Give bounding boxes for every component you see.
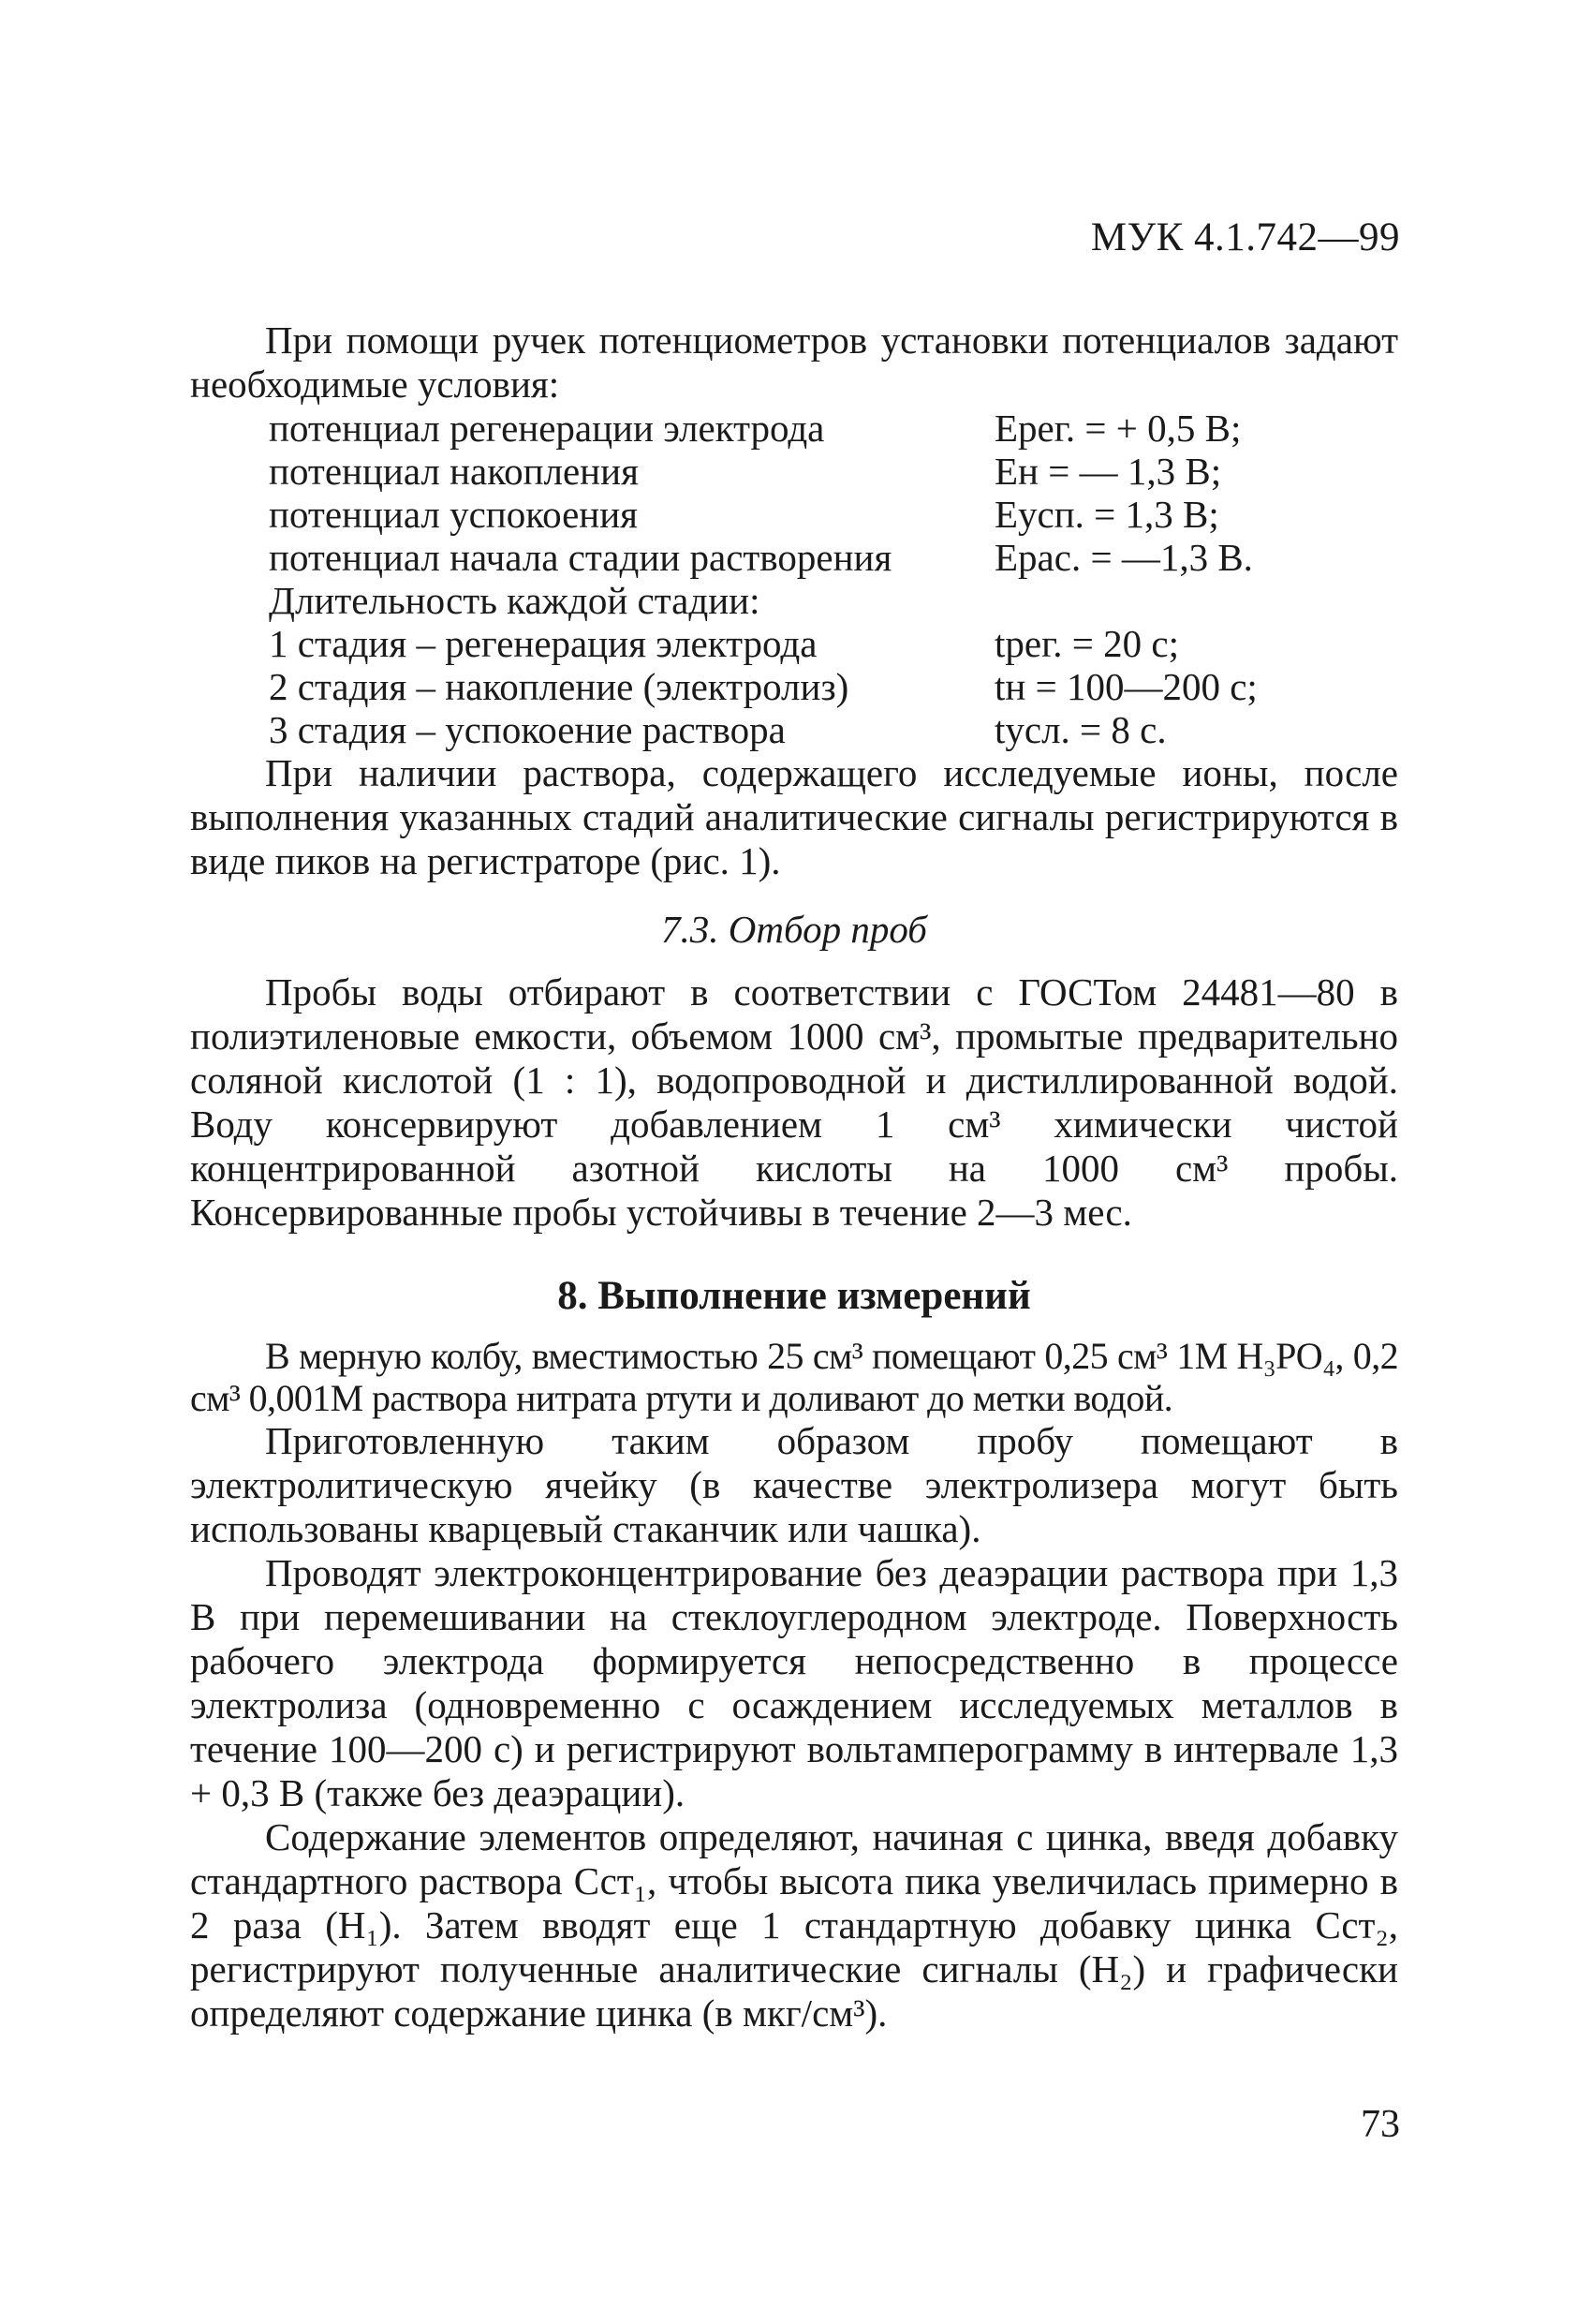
condition-label: потенциал регенерации электрода	[269, 407, 825, 450]
stage-label: 1 стадия – регенерация электрода	[269, 622, 818, 665]
condition-value: Eрег. = + 0,5 В;	[995, 407, 1242, 450]
page-body	[190, 318, 1398, 2035]
potential-conditions-list	[269, 407, 1398, 751]
section-heading-8: 8. Выполнение измерений	[557, 1274, 1031, 1318]
page-number: 73	[1361, 2103, 1400, 2146]
condition-label: потенциал накопления	[269, 450, 639, 493]
condition-label: потенциал начала стадии растворения	[269, 536, 892, 579]
stage-row	[269, 708, 1398, 751]
intro-paragraph: При помощи ручек потенциометров установки потенциалов задают необходимые условия:	[190, 318, 1398, 406]
signals-paragraph: При наличии раствора, содержащего исследуемые ионы, после выполнения указанных стадий аналитические сигналы регистрируются в виде пиков на регистраторе (рис. 1).	[190, 751, 1398, 882]
condition-row	[269, 407, 1398, 450]
section-heading-7-3: 7.3. Отбор проб	[661, 908, 927, 951]
stage-value: tрег. = 20 с;	[995, 622, 1179, 665]
sampling-paragraph: Пробы воды отбирают в соответствии с ГОСТом 24481—80 в полиэтиленовые емкости, объемом 1000 см³, промытые предварительно соляной кислотой (1 : 1), водопроводной и дистиллированной водой. Воду консервируют добавлением 1 см³ химически чистой концентрированной азотной кислоты на 1000 см³ пробы. Консервированные пробы устойчивы в течение 2—3 мес.	[190, 970, 1398, 1234]
stage-value: tусл. = 8 с.	[995, 708, 1167, 751]
duration-title-row	[269, 579, 1398, 622]
electroconcentration-paragraph: Проводят электроконцентрирование без деаэрации раствора при 1,3 В при перемешивании на стеклоуглеродном электроде. Поверхность рабочего электрода формируется непосредственно в процессе электролиза (одновременно с осаждением исследуемых металлов в течение 100—200 с) и регистрируют вольтамперограмму в интервале 1,3 + 0,3 В (также без деаэрации).	[190, 1551, 1398, 1814]
condition-row	[269, 493, 1398, 536]
condition-row	[269, 536, 1398, 579]
stage-label: 3 стадия – успокоение раствора	[269, 708, 786, 751]
condition-value: Eрас. = —1,3 В.	[995, 536, 1253, 579]
content-determination-paragraph: Содержание элементов определяют, начиная с цинка, введя добавку стандартного раствора Сст₁, чтобы высота пика увеличилась примерно в 2 раза (H₁). Затем вводят еще 1 стандартную добавку цинка Сст₂, регистрируют полученные аналитические сигналы (H₂) и графически определяют содержание цинка (в мкг/см³).	[190, 1815, 1398, 2035]
stage-row	[269, 665, 1398, 708]
stage-value: tн = 100—200 с;	[995, 665, 1258, 708]
condition-value: Eн = — 1,3 В;	[995, 450, 1222, 493]
stage-label: 2 стадия – накопление (электролиз)	[269, 665, 849, 708]
condition-label: потенциал успокоения	[269, 493, 639, 536]
prepared-sample-paragraph: Приготовленную таким образом пробу помещают в электролитическую ячейку (в качестве электролизера могут быть использованы кварцевый стаканчик или чашка).	[190, 1419, 1398, 1550]
stage-row	[269, 622, 1398, 665]
document-code-header: МУК 4.1.742—99	[1090, 215, 1400, 259]
condition-value: Eусп. = 1,3 В;	[995, 493, 1219, 536]
flask-paragraph: В мерную колбу, вместимостью 25 см³ помещают 0,25 см³ 1М H₃PO₄, 0,2 см³ 0,001М раствора нитрата ртути и доливают до метки водой.	[190, 1335, 1398, 1419]
condition-row	[269, 450, 1398, 493]
duration-title: Длительность каждой стадии:	[269, 579, 760, 622]
